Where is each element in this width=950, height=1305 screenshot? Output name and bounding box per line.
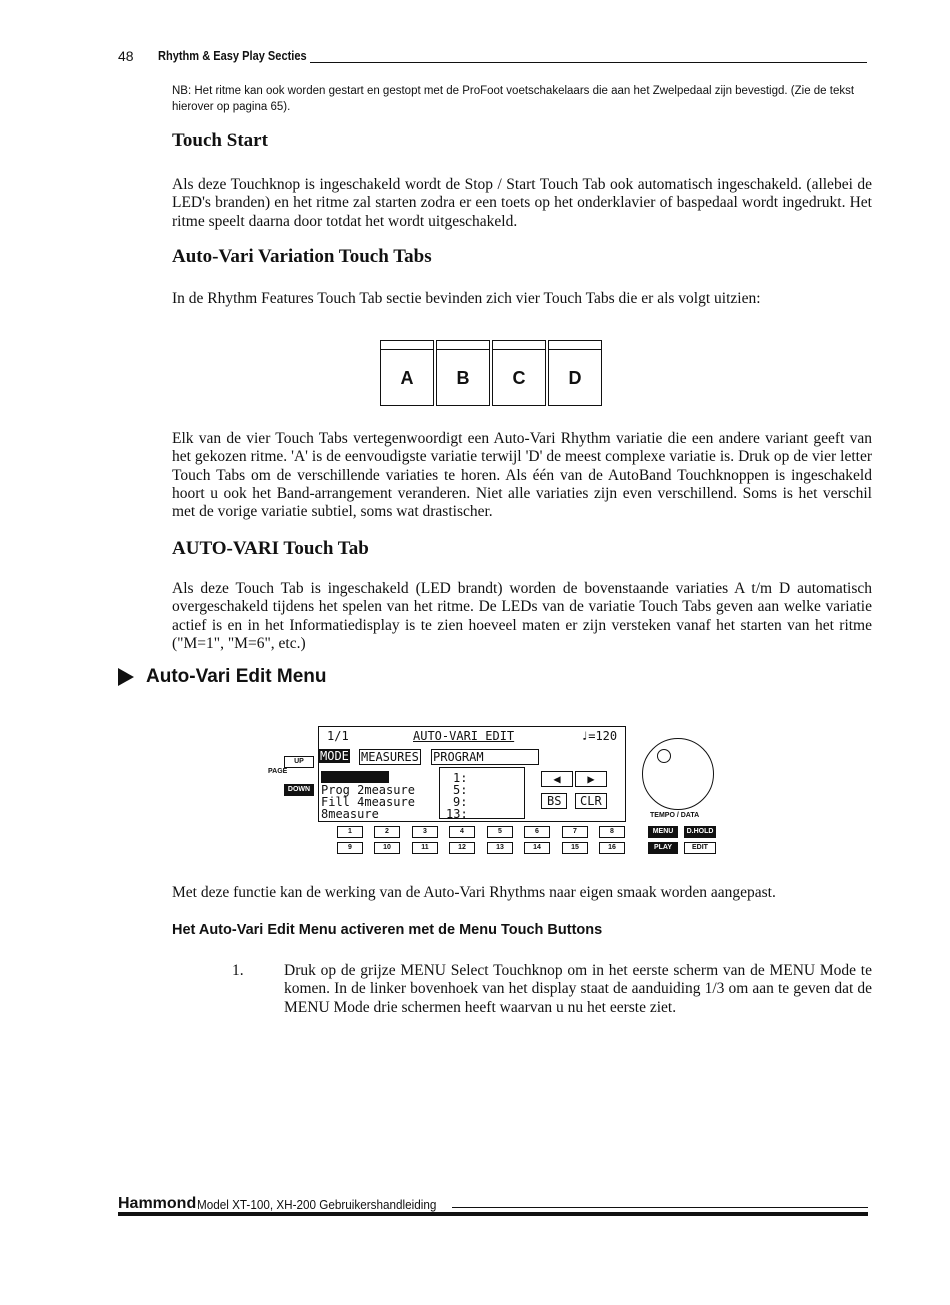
number-button-13[interactable]: 13 [487,842,513,854]
led-indicator [549,349,601,350]
header-rule [310,62,867,63]
number-button-12[interactable]: 12 [449,842,475,854]
number-button-1[interactable]: 1 [337,826,363,838]
lcd-row-prog: Prog 2measure [321,783,415,797]
number-button-11[interactable]: 11 [412,842,438,854]
tab-label: D [568,368,582,388]
led-indicator [493,349,545,350]
dial-label: TEMPO / DATA [650,812,700,819]
heading-auto-vari-tabs: Auto-Vari Variation Touch Tabs [172,246,432,267]
tab-label: C [512,368,526,388]
number-button-7[interactable]: 7 [562,826,588,838]
dhold-button[interactable]: D.HOLD [684,826,716,838]
heading-auto-vari-touch-tab: AUTO-VARI Touch Tab [172,538,369,559]
lcd-tab-measures[interactable]: MEASURES [361,750,419,764]
tab-label: B [456,368,470,388]
lcd-slot-5: 5: [453,783,468,797]
tab-label: A [400,368,414,388]
lcd-slot-9: 9: [453,795,468,809]
page-label: PAGE [268,768,288,775]
step-text: Druk op de grijze MENU Select Touchknop om in het eerste scherm van de MENU Mode te komen. In de linker bovenhoek van het display staat de aanduiding 1/3 om aan te geven dat de MENU Mode drie schermen heeft waarvan u nu het eerste ziet. [284,962,872,1016]
lcd-slot-13: 13: [446,807,468,821]
paragraph-auto-vari: Als deze Touch Tab is ingeschakeld (LED brandt) worden de bovenstaande variaties A t/m D automatisch overgeschakeld tijdens het spelen van het ritme. De LEDs van de variatie Touch Tabs geven aan welke variatie actief is en in het Informatiedisplay is te zien hoeveel maten er zijn versteken vanaf het starten van het ritme ("M=1", "M=6", etc.) [172,580,872,652]
lcd-tab-program[interactable]: PROGRAM [431,749,539,765]
tab-a[interactable] [380,340,434,406]
step-number: 1. [232,962,244,979]
tab-c[interactable] [492,340,546,406]
variation-tabs [380,340,602,406]
page-number: 48 [118,48,134,64]
number-button-6[interactable]: 6 [524,826,550,838]
paragraph-tabs-intro: In de Rhythm Features Touch Tab sectie bevinden zich vier Touch Tabs die er als volgt uitzien: [172,290,761,307]
lcd-row-fill: Fill 4measure [321,795,415,809]
footer-rule [452,1207,868,1208]
dial-knob-icon [657,749,671,763]
page-down-button[interactable]: DOWN [284,784,314,796]
paragraph-touch-start: Als deze Touchknop is ingeschakeld wordt de Stop / Start Touch Tab ook automatisch ingeschakeld. (allebei de LED's branden) en het ritme zal starten zodra er een toets op het onderklavier of baspedaal wordt ingedrukt. Het ritme speelt daarna door totdat het wordt uitgeschakeld. [172,176,872,230]
lcd-bs-button[interactable]: BS [541,793,567,809]
edit-button[interactable]: EDIT [684,842,716,854]
number-button-10[interactable]: 10 [374,842,400,854]
lcd-slot-1: 1: [453,771,468,785]
edit-menu-title: Auto-Vari Edit Menu [146,666,327,687]
cursor-left-icon[interactable]: ◀ [541,771,573,787]
heading-touch-start: Touch Start [172,130,268,151]
footer-rule-thick [118,1212,868,1216]
footer-brand: Hammond [118,1195,197,1212]
number-button-9[interactable]: 9 [337,842,363,854]
number-button-15[interactable]: 15 [562,842,588,854]
led-indicator [381,349,433,350]
led-indicator [437,349,489,350]
lcd-page: 1/1 [327,729,349,743]
lcd-tempo: ♩=120 [581,729,618,743]
number-button-16[interactable]: 16 [599,842,625,854]
lcd-tab-mode[interactable]: MODE [320,749,349,763]
play-button[interactable]: PLAY [648,842,678,854]
tab-d[interactable] [548,340,602,406]
number-button-8[interactable]: 8 [599,826,625,838]
lcd-row-measure: 8measure [321,807,379,821]
number-button-4[interactable]: 4 [449,826,475,838]
nb-note: NB: Het ritme kan ook worden gestart en gestopt met de ProFoot voetschakelaars die aan het Zwelpedaal zijn bevestigd. (Zie de tekst hierover op pagina 65). [172,85,855,113]
section-header: Rhythm & Easy Play Secties [158,48,307,63]
page-up-button[interactable]: UP [284,756,314,768]
number-button-5[interactable]: 5 [487,826,513,838]
lcd-title: AUTO-VARI EDIT [413,729,515,743]
activate-heading: Het Auto-Vari Edit Menu activeren met de Menu Touch Buttons [172,922,603,938]
number-button-3[interactable]: 3 [412,826,438,838]
cursor-right-icon[interactable]: ▶ [575,771,607,787]
paragraph-edit-description: Met deze functie kan de werking van de Auto-Vari Rhythms naar eigen smaak worden aangepast. [172,884,776,901]
number-button-2[interactable]: 2 [374,826,400,838]
lcd-highlight-bar [321,771,389,783]
number-button-14[interactable]: 14 [524,842,550,854]
tempo-data-dial[interactable] [642,738,714,810]
lcd-clr-button[interactable]: CLR [575,793,607,809]
arrow-bullet-icon [118,668,134,686]
lcd-display [318,726,626,822]
tab-b[interactable] [436,340,490,406]
menu-button[interactable]: MENU [648,826,678,838]
footer-title: Model XT-100, XH-200 Gebruikershandleiding [197,1197,437,1212]
paragraph-variations: Elk van de vier Touch Tabs vertegenwoordigt een Auto-Vari Rhythm variatie die een andere variant geeft van het gekozen ritme. 'A' is de eenvoudigste variatie terwijl 'D' de meest complexe variatie is. Druk op de vier letter Touch Tabs om de verschillende variaties te horen. Als één van de AutoBand Touchknoppen is ingeschakeld hoort u ook het Band-arrangement veranderen. Niet alle variaties zijn even verschillend. Soms is het verschil met de vorige variatie subtiel, soms wat drastischer. [172,430,872,521]
